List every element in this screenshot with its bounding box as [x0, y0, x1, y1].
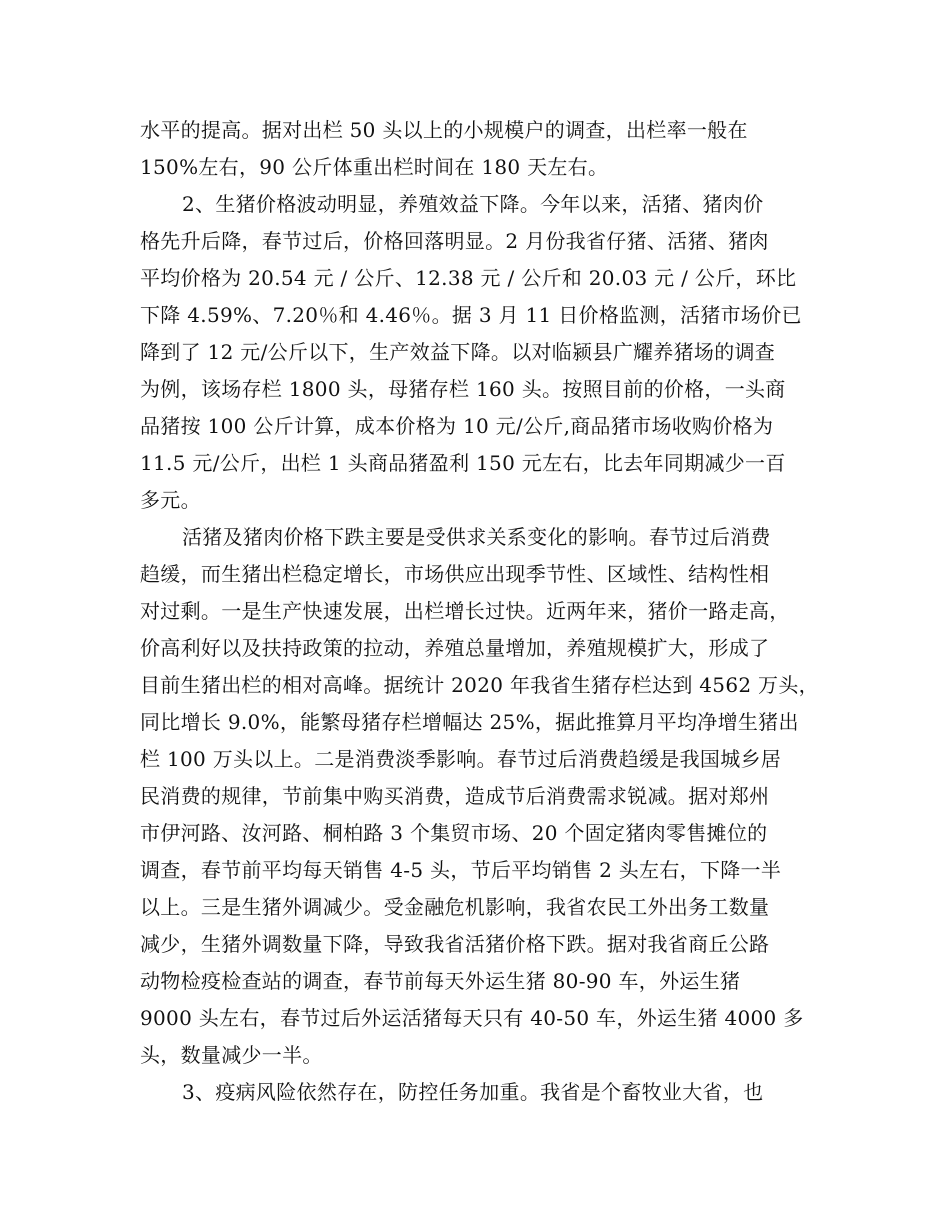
- text-line: 市伊河路、汝河路、桐柏路 3 个集贸市场、20 个固定猪肉零售摊位的: [140, 821, 768, 845]
- text-line: 降到了 12 元/公斤以下，生产效益下降。以对临颍县广耀养猪场的调查: [140, 340, 776, 364]
- text-line: 水平的提高。据对出栏 50 头以上的小规模户的调查，出栏率一般在: [140, 118, 748, 142]
- text-line: 格先升后降，春节过后，价格回落明显。2 月份我省仔猪、活猪、猪肉: [140, 229, 769, 253]
- text-line: 多元。: [140, 488, 201, 512]
- text-line: 品猪按 100 公斤计算，成本价格为 10 元/公斤,商品猪市场收购价格为: [140, 414, 774, 438]
- text-line: 趋缓，而生猪出栏稳定增长，市场供应出现季节性、区域性、结构性相: [140, 562, 770, 586]
- text-line: 民消费的规律，节前集中购买消费，造成节后消费需求锐减。据对郑州: [140, 784, 770, 808]
- text-line: 头，数量减少一半。: [140, 1043, 323, 1067]
- text-line: 3、疫病风险依然存在，防控任务加重。我省是个畜牧业大省，也: [182, 1080, 764, 1104]
- text-line: 动物检疫检查站的调查，春节前每天外运生猪 80-90 车，外运生猪: [140, 969, 741, 993]
- text-line: 调查，春节前平均每天销售 4-5 头，节后平均销售 2 头左右，下降一半: [140, 858, 782, 882]
- text-line: 目前生猪出栏的相对高峰。据统计 2020 年我省生猪存栏达到 4562 万头，: [140, 673, 819, 697]
- text-line: 为例，该场存栏 1800 头，母猪存栏 160 头。按照目前的价格，一头商: [140, 377, 786, 401]
- text-line: 同比增长 9.0%，能繁母猪存栏增幅达 25%，据此推算月平均净增生猪出: [140, 710, 799, 734]
- text-line: 平均价格为 20.54 元 / 公斤、12.38 元 / 公斤和 20.03 元 / 公斤，环比: [140, 266, 797, 290]
- text-line: 150%左右，90 公斤体重出栏时间在 180 天左右。: [140, 155, 609, 179]
- text-line: 以上。三是生猪外调减少。受金融危机影响，我省农民工外出务工数量: [140, 895, 770, 919]
- text-line: 减少，生猪外调数量下降，导致我省活猪价格下跌。据对我省商丘公路: [140, 932, 770, 956]
- text-line: 栏 100 万头以上。二是消费淡季影响。春节过后消费趋缓是我国城乡居: [140, 747, 782, 771]
- text-line: 活猪及猪肉价格下跌主要是受供求关系变化的影响。春节过后消费: [182, 525, 771, 549]
- text-line: 2、生猪价格波动明显，养殖效益下降。今年以来，活猪、猪肉价: [182, 192, 764, 216]
- text-line: 价高利好以及扶持政策的拉动，养殖总量增加，养殖规模扩大，形成了: [140, 636, 770, 660]
- text-line: 11.5 元/公斤，出栏 1 头商品猪盈利 150 元左右，比去年同期减少一百: [140, 451, 786, 475]
- text-line: 对过剩。一是生产快速发展，出栏增长过快。近两年来，猪价一路走高，: [140, 599, 790, 623]
- text-line: 下降 4.59%、7.20％和 4.46％。据 3 月 11 日价格监测，活猪市场价已: [140, 303, 802, 327]
- document-body-text: [140, 112, 819, 1111]
- text-line: 9000 头左右，春节过后外运活猪每天只有 40-50 车，外运生猪 4000 多: [140, 1006, 804, 1030]
